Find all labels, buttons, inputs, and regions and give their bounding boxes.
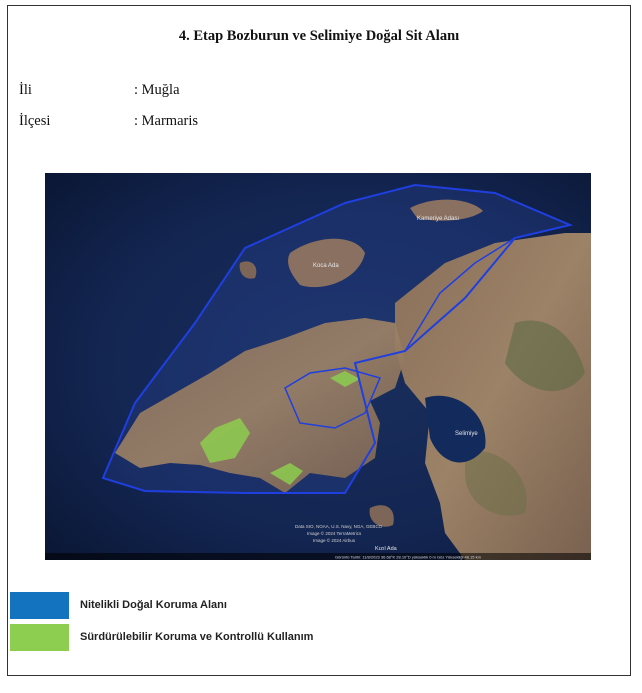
legend-swatch-green — [10, 624, 69, 651]
field-district-label: İlçesi — [19, 113, 51, 129]
map-label-south-island: Kızıl Ada — [375, 546, 397, 552]
map-label-island-1: Kameriye Adası — [417, 216, 460, 222]
legend-swatch-blue — [10, 592, 69, 619]
map-label-town: Selimiye — [455, 431, 478, 437]
map-status-text: Görüntü Tarihi: 11/8/2023 36.68°K 28.10°D yükseklik 0 m Göz Yüksekliği 46.15 km — [335, 554, 481, 560]
map-status-bar — [45, 553, 591, 560]
satellite-map — [45, 173, 591, 560]
field-province-value: : Muğla — [134, 82, 180, 98]
map-attribution-1: Data SIO, NOAA, U.S. Navy, NGA, GEBCO — [295, 524, 383, 529]
field-province-label: İli — [19, 82, 32, 98]
map-attribution-2: Image © 2024 TerraMetrics — [307, 531, 362, 536]
map-attribution-3: Image © 2024 Airbus — [313, 538, 356, 543]
document-title: 4. Etap Bozburun ve Selimiye Doğal Sit Alanı — [178, 28, 460, 44]
legend-label: Nitelikli Doğal Koruma Alanı — [80, 599, 227, 611]
field-district — [19, 113, 198, 130]
document-frame — [7, 5, 631, 676]
field-province — [19, 82, 180, 99]
field-district-value: : Marmaris — [134, 113, 199, 129]
legend-label: Sürdürülebilir Koruma ve Kontrollü Kullanım — [80, 631, 314, 643]
map-label-island-2: Koca Ada — [313, 263, 339, 269]
